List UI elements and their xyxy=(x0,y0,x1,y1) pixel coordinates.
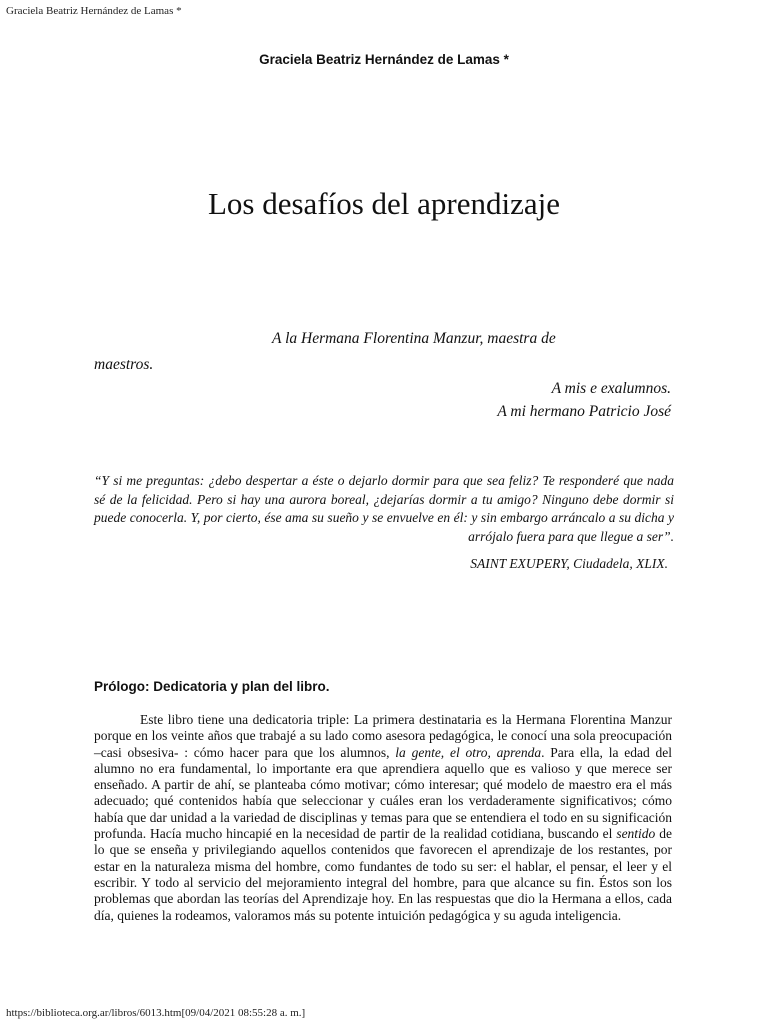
prologue-paragraph xyxy=(94,712,672,924)
dedication-line-4: A mi hermano Patricio José xyxy=(497,403,671,420)
author-name: Graciela Beatriz Hernández de Lamas * xyxy=(259,52,509,67)
paragraph-text: . Para ella, la edad del alumno no era fundamental, lo importante era que aprendiera aquello que es valioso y que merece ser enseñado. A partir de ahí, se planteaba cómo motivar; cómo interesar; qué modelo de maestro era el más adecuado; qué contenidos había que seleccionar y cuáles eran los verdaderamente significativos; cómo había que dar unidad a la variedad de disciplinas y temas para que se entendiera el todo en su significación profunda. Hacía mucho hincapié en la necesidad de partir de la realidad cotidiana, buscando el xyxy=(94,744,672,842)
paragraph-text: Este libro tiene una dedicatoria triple: La primera destinataria es la Hermana Florentina Manzur porque en los veinte años que trabajé a su lado como asesora pedagógica, le conocí una sola preocupación –casi obsesiva- : cómo hacer para que los alumnos, xyxy=(94,712,672,760)
source-url-footer: https://biblioteca.org.ar/libros/6013.htm[09/04/2021 08:55:28 a. m.] xyxy=(6,1007,306,1019)
dedication-line-2: maestros. xyxy=(94,356,154,373)
paragraph-text: de lo que se enseña y privilegiando aquellos contenidos que favorecen el aprendizaje de los restantes, por estar en la naturaleza misma del hombre, como fundantes de todo su ser: el hablar, el pensar, el leer y el escribir. Y todo al servicio del mejoramiento integral del hombre, para que alcance su fin. Éstos son los problemas que abordan las teorías del Aprendizaje hoy. En las respuestas que dio la Hermana a ellos, cada día, quienes la rodeamos, valoramos más su potente intuición pedagógica y su aguda inteligencia. xyxy=(94,826,672,923)
paragraph-emphasis: sentido xyxy=(616,826,656,842)
paragraph-emphasis: la gente, el otro, aprenda xyxy=(395,744,542,760)
running-header: Graciela Beatriz Hernández de Lamas * xyxy=(6,5,182,17)
document-title: Los desafíos del aprendizaje xyxy=(207,186,561,221)
epigraph-quote: “Y si me preguntas: ¿debo despertar a éste o dejarlo dormir para que sea feliz? Te responderé que nada sé de la felicidad. Pero si hay una aurora boreal, ¿dejarías dormir a tu amigo? Ninguno debe dormir si puede conocerla. Y, por cierto, ése ama su sueño y se envuelve en él: y sin embargo arráncalo a su dicha y arrójalo fuera para que llegue a ser”. xyxy=(94,473,674,544)
prologue-heading: Prólogo: Dedicatoria y plan del libro. xyxy=(94,679,330,694)
epigraph-source: SAINT EXUPERY, Ciudadela, XLIX. xyxy=(470,556,668,571)
dedication-line-1: A la Hermana Florentina Manzur, maestra de xyxy=(272,330,556,347)
dedication-line-3: A mis e exalumnos. xyxy=(551,380,671,397)
